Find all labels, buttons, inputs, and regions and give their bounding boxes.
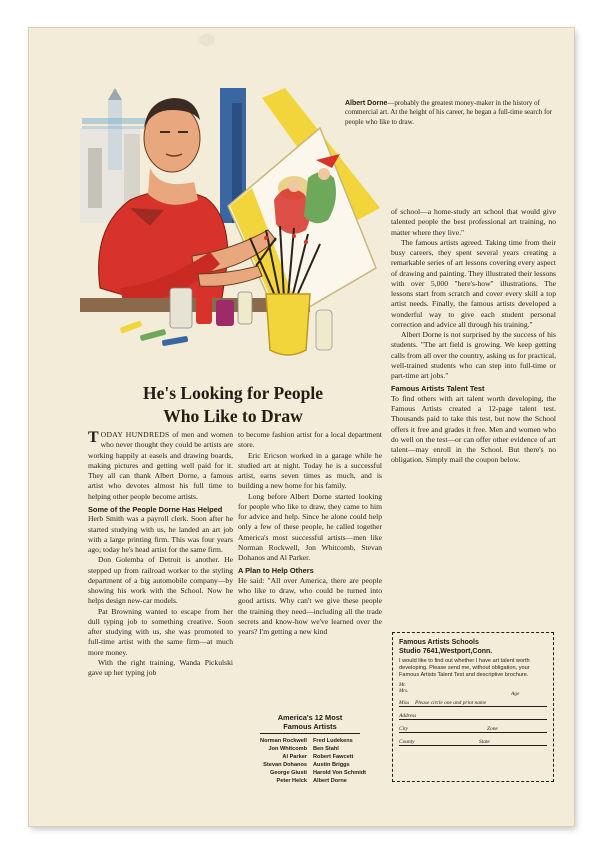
column-1	[88, 430, 233, 678]
paragraph-famous-artists: Long before Albert Dorne started looking for people who like to draw, they came to him for advice and help. Since he alone could help only a few of these people, he called together America's most successful artists—men like Norman Rockwell, Jon Whitcomb, Stevan Dohanos and Al Parker.	[238, 491, 382, 562]
paragraph-pat-browning: Pat Browning wanted to escape from her dull typing job to something creative. Soon after studying with us, she was promoted to full-time artist with the same firm—at much more money.	[88, 606, 233, 657]
paper-tear	[199, 34, 215, 46]
paragraph-herb-smith: Herb Smith was a payroll clerk. Soon after he started studying with us, he landed an art job with a large printing firm. This was four years ago; today he's head artist for the same firm.	[88, 514, 233, 554]
state-label: State	[479, 739, 490, 745]
headline-line-1: He's Looking for People	[142, 383, 324, 403]
headline	[88, 382, 378, 428]
city-zone-field[interactable]	[399, 723, 547, 733]
subhead-talent-test: Famous Artists Talent Test	[391, 384, 485, 394]
paragraph-fashion-artist: to become fashion artist for a local department store.	[238, 430, 382, 450]
subhead-people-helped: Some of the People Dorne Has Helped	[88, 504, 223, 514]
artists-box-rule	[260, 733, 360, 734]
drop-cap: T	[88, 429, 99, 446]
address-label: Address	[399, 713, 417, 719]
artist-name: Jon Whitcomb	[268, 746, 307, 752]
title-mrs[interactable]: Mrs.	[399, 688, 409, 694]
artist-name: Al Parker	[282, 754, 307, 760]
coupon-form[interactable]	[399, 683, 547, 746]
headline-line-2: Who Like to Draw	[163, 406, 303, 426]
artists-list	[238, 737, 382, 785]
title-options[interactable]	[399, 683, 547, 694]
paragraph-eric-ericson: Eric Ericson worked in a garage while he studied art at night. Today he is a successful artist, earns seven times as much, and is building a new home for his family.	[238, 450, 382, 491]
title-miss[interactable]: Miss	[399, 700, 410, 706]
artist-name: Austin Briggs	[313, 762, 350, 768]
paragraph-home-study: of school—a home-study art school that would give talented people the best professional art training, no matter where they live."	[391, 207, 556, 237]
coupon-address-line: Studio 7641,Westport,Conn.	[399, 648, 493, 655]
coupon-body: I would like to find out whether I have art talent worth developing. Please send me, without obligation, your Famous Artists Talent Test and descriptive brochure.	[399, 658, 530, 678]
column-2	[238, 430, 382, 637]
artists-box-title-1: America's 12 Most	[277, 713, 343, 722]
artist-name: George Giusti	[270, 770, 307, 776]
title-mr[interactable]: Mr.	[399, 683, 406, 688]
artist-illustration	[80, 88, 380, 370]
artist-name: Ben Stahl	[313, 746, 339, 752]
illustration-caption	[345, 99, 555, 127]
coupon-school: Famous Artists Schools	[399, 639, 479, 646]
intro-text: of men and women who never thought they could be artists are working happily at easels and drawing boards, making pictures and getting well paid for it. They all can thank Albert Dorne, a famous artist who devotes almost his full time to helping other people become artists.	[88, 430, 233, 501]
famous-artists-box	[238, 713, 382, 785]
paragraph-success: Albert Dorne is not surprised by the success of his students. "The art field is growing. We keep getting calls from all over the country, asking us for practical, well-trained students who can step into full-time or part-time art jobs."	[391, 330, 556, 380]
county-label: County	[399, 739, 415, 745]
mail-coupon[interactable]	[392, 632, 554, 782]
age-label: Age	[511, 691, 520, 697]
caption-name: Albert Dorne	[345, 100, 388, 107]
city-label: City	[399, 726, 408, 732]
lead-caps: ODAY HUNDREDS	[100, 430, 170, 439]
artist-name: Norman Rockwell	[260, 738, 307, 744]
paragraph-talent-test: To find others with art talent worth developing, the Famous Artists created a 12-page talent test. Thousands paid to take this test, but now the School offers it free and grades it free. Men and women who do well on the test—or can offer other evidence of art talent—may enroll in the School. But there's no obligation. Simply mail the coupon below.	[391, 393, 556, 465]
paragraph-lessons: The famous artists agreed. Taking time from their busy careers, they spent several years creating a remarkable series of art lessons covering every aspect of drawing and painting. They illustrated their lessons with over 5,000 "here's-how" illustrations. The lessons start from scratch and cover every skill a top artist needs. Finally, the famous artists developed a wonderful way to give each student personal correction and advice all through his training."	[391, 237, 556, 329]
artists-box-title-2: Famous Artists	[283, 722, 337, 731]
address-field[interactable]	[399, 710, 547, 720]
zone-label: Zone	[487, 726, 498, 732]
paragraph-plan: He said: "All over America, there are people who like to draw, who could be turned into good artists. Why can't we give these people the training they need—including all the trade secrets and know-how we've learned over the years? I'm getting a new kind	[238, 575, 382, 636]
artist-name: Robert Fawcett	[313, 754, 354, 760]
artist-name: Harold Von Schmidt	[313, 770, 367, 776]
name-hint: Please circle one and print name	[415, 700, 487, 706]
artist-name: Fred Ludekens	[313, 738, 353, 744]
paragraph-don-golemba: Don Golemba of Detroit is another. He stepped up from railroad worker to the styling department of a big automobile company—by showing his work with the School. Now he helps design new-car models.	[88, 555, 233, 606]
intro-paragraph	[88, 430, 233, 502]
artist-name: Peter Helck	[276, 778, 307, 784]
caption-text: —probably the greatest money-maker in the history of commercial art. At the height of his career, he began a full-time search for people who like to draw.	[345, 99, 553, 126]
artist-name: Stevan Dohanos	[263, 762, 307, 768]
subhead-plan: A Plan to Help Others	[238, 566, 314, 576]
county-state-field[interactable]	[399, 736, 547, 746]
artist-name: Albert Dorne	[313, 778, 347, 784]
column-3	[391, 207, 556, 466]
paragraph-wanda-pickulski: With the right training, Wanda Pickulski gave up her typing job	[88, 657, 233, 677]
